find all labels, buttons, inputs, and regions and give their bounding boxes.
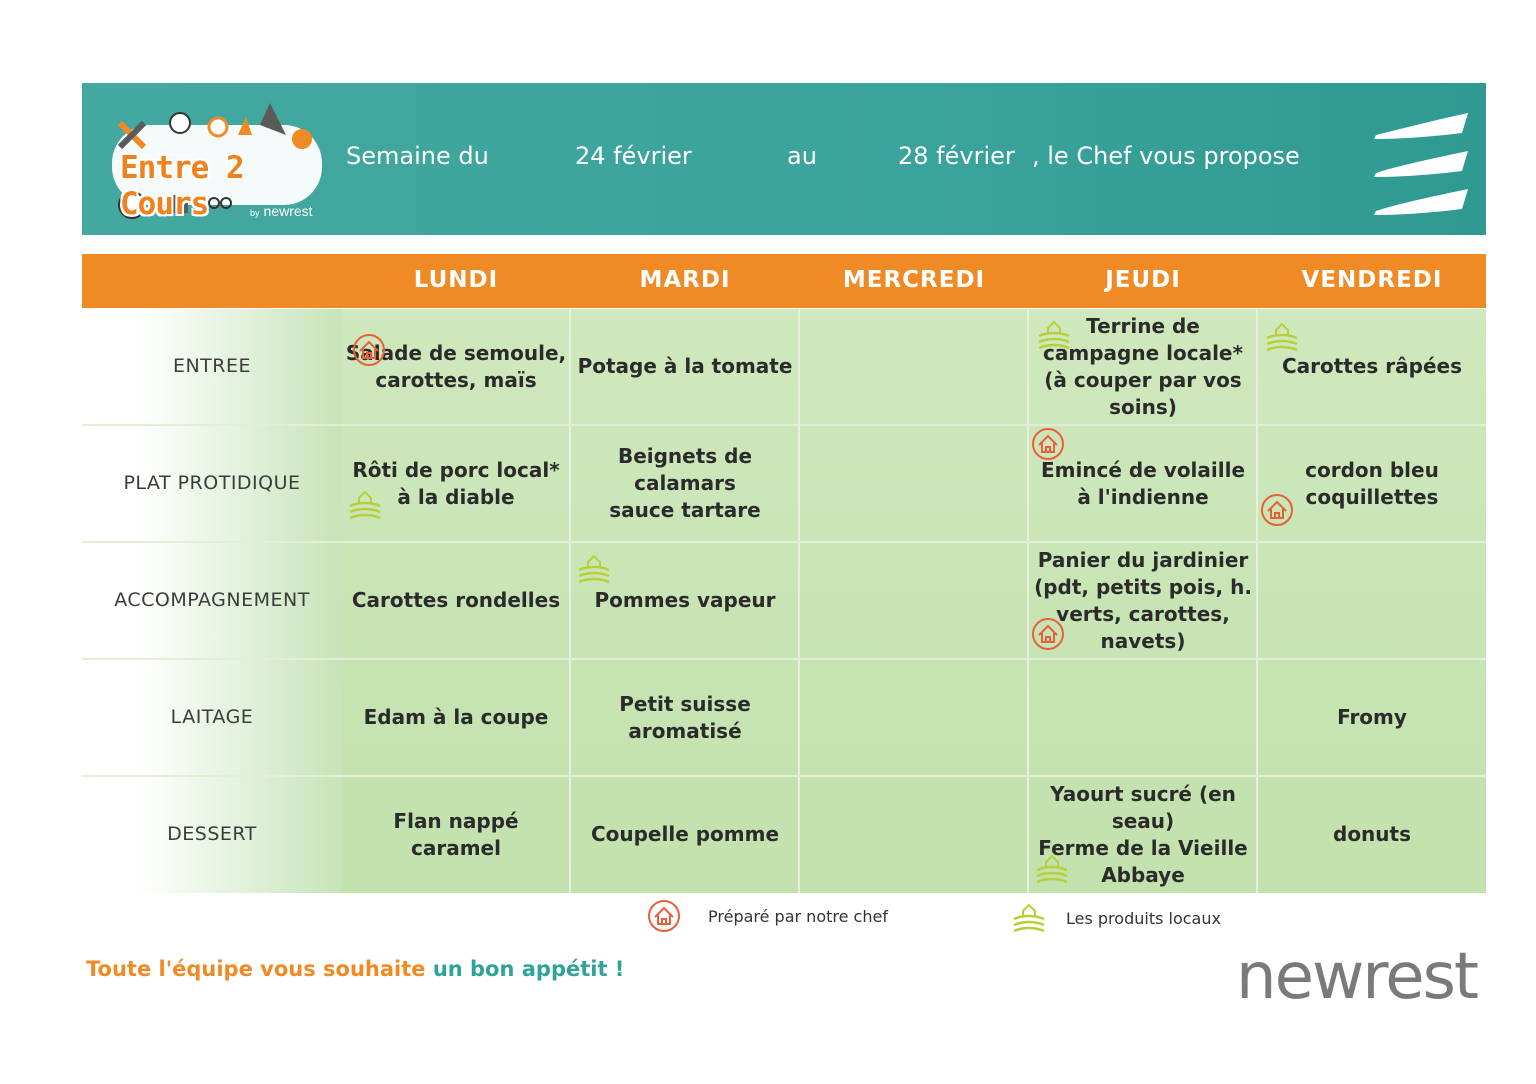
menu-cell <box>800 309 1028 424</box>
menu-cell: donuts <box>1333 822 1411 846</box>
menu-cell: Petit suisse aromatisé <box>619 691 751 743</box>
menu-cell: Emincé de volaille à l'indienne <box>1040 457 1246 509</box>
day-vendredi: VENDREDI <box>1301 267 1443 293</box>
day-lundi: LUNDI <box>413 267 499 293</box>
menu-cell: Carottes rondelles <box>351 588 561 612</box>
local-field-icon <box>576 550 612 586</box>
row-label-plat: PLAT PROTIDIQUE <box>123 472 301 494</box>
row-label-entree: ENTREE <box>172 355 252 377</box>
menu-cell <box>1029 660 1257 775</box>
row-label-dessert: DESSERT <box>167 823 257 845</box>
row-label-laitage: LAITAGE <box>170 706 254 728</box>
menu-cell: Flan nappé caramel <box>393 808 519 860</box>
menu-cell: Rôti de porc local* à la diable <box>352 457 560 509</box>
legend-local: Les produits locaux <box>1066 909 1221 928</box>
menu-cell <box>800 426 1028 541</box>
footer-message <box>86 957 624 981</box>
menu-cell: Yaourt sucré (en seau) Ferme de la Vieille Abbaye <box>1038 781 1248 887</box>
local-field-icon <box>1036 316 1072 352</box>
date-end: 28 février <box>898 142 1015 170</box>
chef-house-icon <box>646 898 682 934</box>
menu-cell <box>800 543 1028 658</box>
menu-cell: Potage à la tomate <box>577 354 793 378</box>
logo-by: by <box>250 208 260 218</box>
day-mardi: MARDI <box>639 267 731 293</box>
logo-title: Entre 2 Cours <box>120 150 244 222</box>
chef-proposal: , le Chef vous propose <box>1032 142 1300 170</box>
row-label-accompagnement: ACCOMPAGNEMENT <box>114 589 310 611</box>
menu-cell: cordon bleu coquillettes <box>1305 457 1439 509</box>
menu-cell: Edam à la coupe <box>363 705 549 729</box>
menu-cell: Carottes râpées <box>1281 354 1463 378</box>
chef-house-icon <box>351 332 387 368</box>
local-field-icon <box>347 486 383 522</box>
header-banner <box>82 83 1486 235</box>
menu-cell: Salade de semoule, carottes, maïs <box>345 340 567 392</box>
stripes-icon <box>1370 111 1470 215</box>
date-start: 24 février <box>575 142 692 170</box>
menu-cell <box>800 777 1028 892</box>
week-label: Semaine du <box>346 142 489 170</box>
day-header-bar <box>82 254 1486 308</box>
day-jeudi: JEUDI <box>1105 267 1181 293</box>
legend-chef: Préparé par notre chef <box>708 907 888 926</box>
logo-brand: newrest <box>263 203 313 219</box>
menu-cell: Fromy <box>1337 705 1407 729</box>
chef-house-icon <box>1259 492 1295 528</box>
chef-house-icon <box>1030 616 1066 652</box>
menu-cell: Terrine de campagne locale* (à couper par vos soins) <box>1043 313 1243 419</box>
logo-sub <box>250 203 313 219</box>
chef-house-icon <box>1030 426 1066 462</box>
entre-2-cours-logo <box>102 95 332 223</box>
menu-cell <box>1258 543 1486 658</box>
local-field-icon <box>1264 318 1300 354</box>
menu-cell <box>800 660 1028 775</box>
newrest-logo: newrest <box>1236 940 1477 1014</box>
menu-cell: Beignets de calamars sauce tartare <box>609 444 761 522</box>
menu-cell: Coupelle pomme <box>590 822 780 846</box>
menu-cell: Panier du jardinier (pdt, petits pois, h. verts, carottes, navets) <box>1034 547 1252 653</box>
footer-part2: un bon appétit ! <box>432 957 625 981</box>
local-field-icon <box>1011 899 1047 935</box>
date-separator: au <box>787 142 817 170</box>
footer-part1: Toute l'équipe vous souhaite <box>86 957 426 981</box>
menu-cell: Pommes vapeur <box>594 588 776 612</box>
local-field-icon <box>1034 850 1070 886</box>
day-mercredi: MERCREDI <box>842 267 986 293</box>
